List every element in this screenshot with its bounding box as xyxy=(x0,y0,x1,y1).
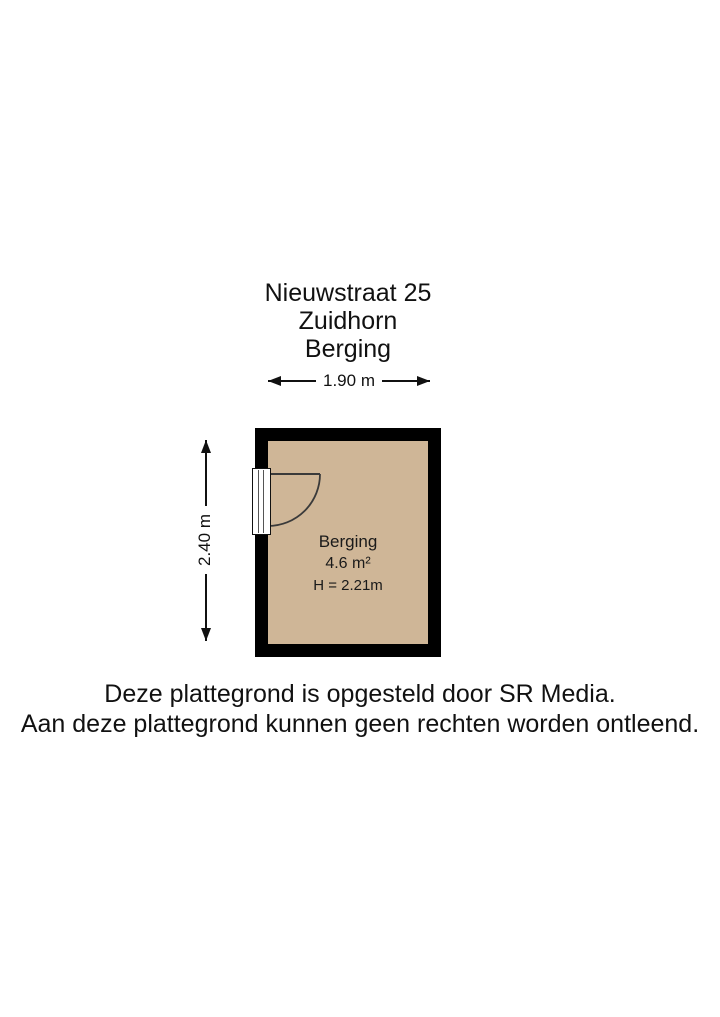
disclaimer-line-2: Aan deze plattegrond kunnen geen rechten worden ontleend. xyxy=(20,710,700,738)
room-name-label: Berging xyxy=(318,532,378,551)
height-dimension-label: 2.40 m xyxy=(195,506,215,574)
room-ceiling-height-label: H = 2.21m xyxy=(313,577,383,594)
door-leaf-icon xyxy=(258,470,264,533)
title-address: Nieuwstraat 25 xyxy=(264,279,432,307)
arrow-left-icon xyxy=(268,376,281,386)
title-block xyxy=(148,279,548,363)
arrow-down-icon xyxy=(201,628,211,641)
room-area-label: 4.6 m² xyxy=(325,555,371,572)
title-city: Zuidhorn xyxy=(298,307,398,335)
title-room-type: Berging xyxy=(304,335,392,363)
room-labels xyxy=(268,531,428,597)
disclaimer xyxy=(0,679,720,739)
arrow-right-icon xyxy=(417,376,430,386)
disclaimer-line-1: Deze plattegrond is opgesteld door SR Media. xyxy=(104,680,616,708)
width-dimension-label: 1.90 m xyxy=(316,371,382,391)
arrow-up-icon xyxy=(201,440,211,453)
door-opening xyxy=(252,468,271,535)
